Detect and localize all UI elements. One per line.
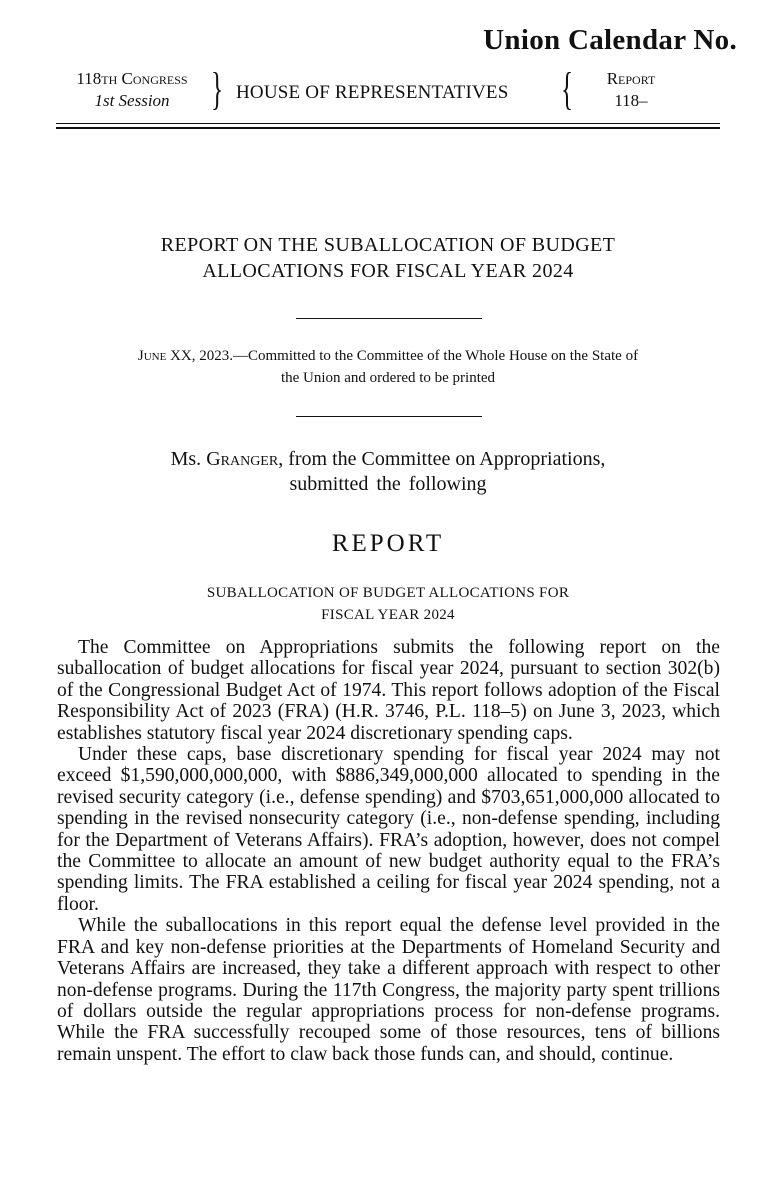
divider-rule-1: [296, 318, 482, 319]
header-rule-thin: [56, 123, 720, 124]
subheading-line-2: FISCAL YEAR 2024: [321, 607, 455, 623]
committed-line-1: XX, 2023.—Committed to the Committee of the Whole House on the State of: [166, 348, 639, 364]
left-brace: {: [560, 63, 574, 114]
session-label: 1st Session: [94, 91, 170, 110]
congress-session-block: [56, 68, 208, 112]
report-header: [56, 62, 720, 118]
document-title: [56, 232, 720, 284]
report-number: 118–: [614, 91, 648, 110]
committed-date-month: June: [137, 348, 167, 364]
report-body: [57, 637, 720, 1065]
body-paragraph: While the suballocations in this report equal the defense level provided in the FRA and key non-defense priorities at the Departments of Homeland Security and Veterans Affairs are increased, they take a different approach with respect to other non-defense programs. During the 117th Congress, the majority party spent trillions of dollars outside the regular appropriations process for non-defense programs. While the FRA successfully recouped some of those resources, tens of billions remain unspent. The effort to claw back those funds can, and should, continue.: [57, 915, 720, 1065]
submitter-prefix: Ms.: [170, 448, 207, 470]
report-number-block: [586, 68, 676, 112]
submitter-name: Granger: [206, 448, 279, 470]
right-brace: }: [210, 63, 224, 114]
title-line-2: ALLOCATIONS FOR FISCAL YEAR 2024: [202, 260, 574, 282]
section-subheading: [56, 582, 720, 626]
subheading-line-1: SUBALLOCATION OF BUDGET ALLOCATIONS FOR: [206, 585, 570, 601]
title-line-1: REPORT ON THE SUBALLOCATION OF BUDGET: [160, 234, 616, 256]
committed-note: [56, 345, 720, 389]
body-paragraph: The Committee on Appropriations submits the following report on the suballocation of budget allocations for fiscal year 2024, pursuant to section 302(b) of the Congressional Budget Act of 1974. This report follows adoption of the Fiscal Responsibility Act of 2023 (FRA) (H.R. 3746, P.L. 118–5) on June 3, 2023, which establishes statutory fiscal year 2024 discretionary spending caps.: [57, 637, 720, 744]
report-label: Report: [606, 69, 656, 88]
congress-label: 118th Congress: [76, 69, 188, 88]
report-heading: REPORT: [331, 530, 445, 557]
union-calendar-number: Union Calendar No.: [483, 24, 737, 56]
header-rule-thick: [56, 127, 720, 129]
submitter-line-1: , from the Committee on Appropriations,: [278, 448, 606, 470]
submitter-block: [56, 447, 720, 497]
committed-line-2: the Union and ordered to be printed: [280, 370, 496, 386]
chamber-name: HOUSE OF REPRESENTATIVES: [236, 82, 509, 103]
submitter-line-2: submitted the following: [289, 473, 487, 495]
divider-rule-2: [296, 416, 482, 417]
body-paragraph: Under these caps, base discretionary spending for fiscal year 2024 may not exceed $1,590,000,000,000, with $886,349,000,000 allocated to spending in the revised security category (i.e., defense spending) and $703,651,000,000 allocated to spending in the revised nonsecurity category (i.e., non-defense spending, including for the Department of Veterans Affairs). FRA’s adoption, however, does not compel the Committee to allocate an amount of new budget authority equal to the FRA’s spending limits. The FRA established a ceiling for fiscal year 2024 spending, not a floor.: [57, 744, 720, 915]
